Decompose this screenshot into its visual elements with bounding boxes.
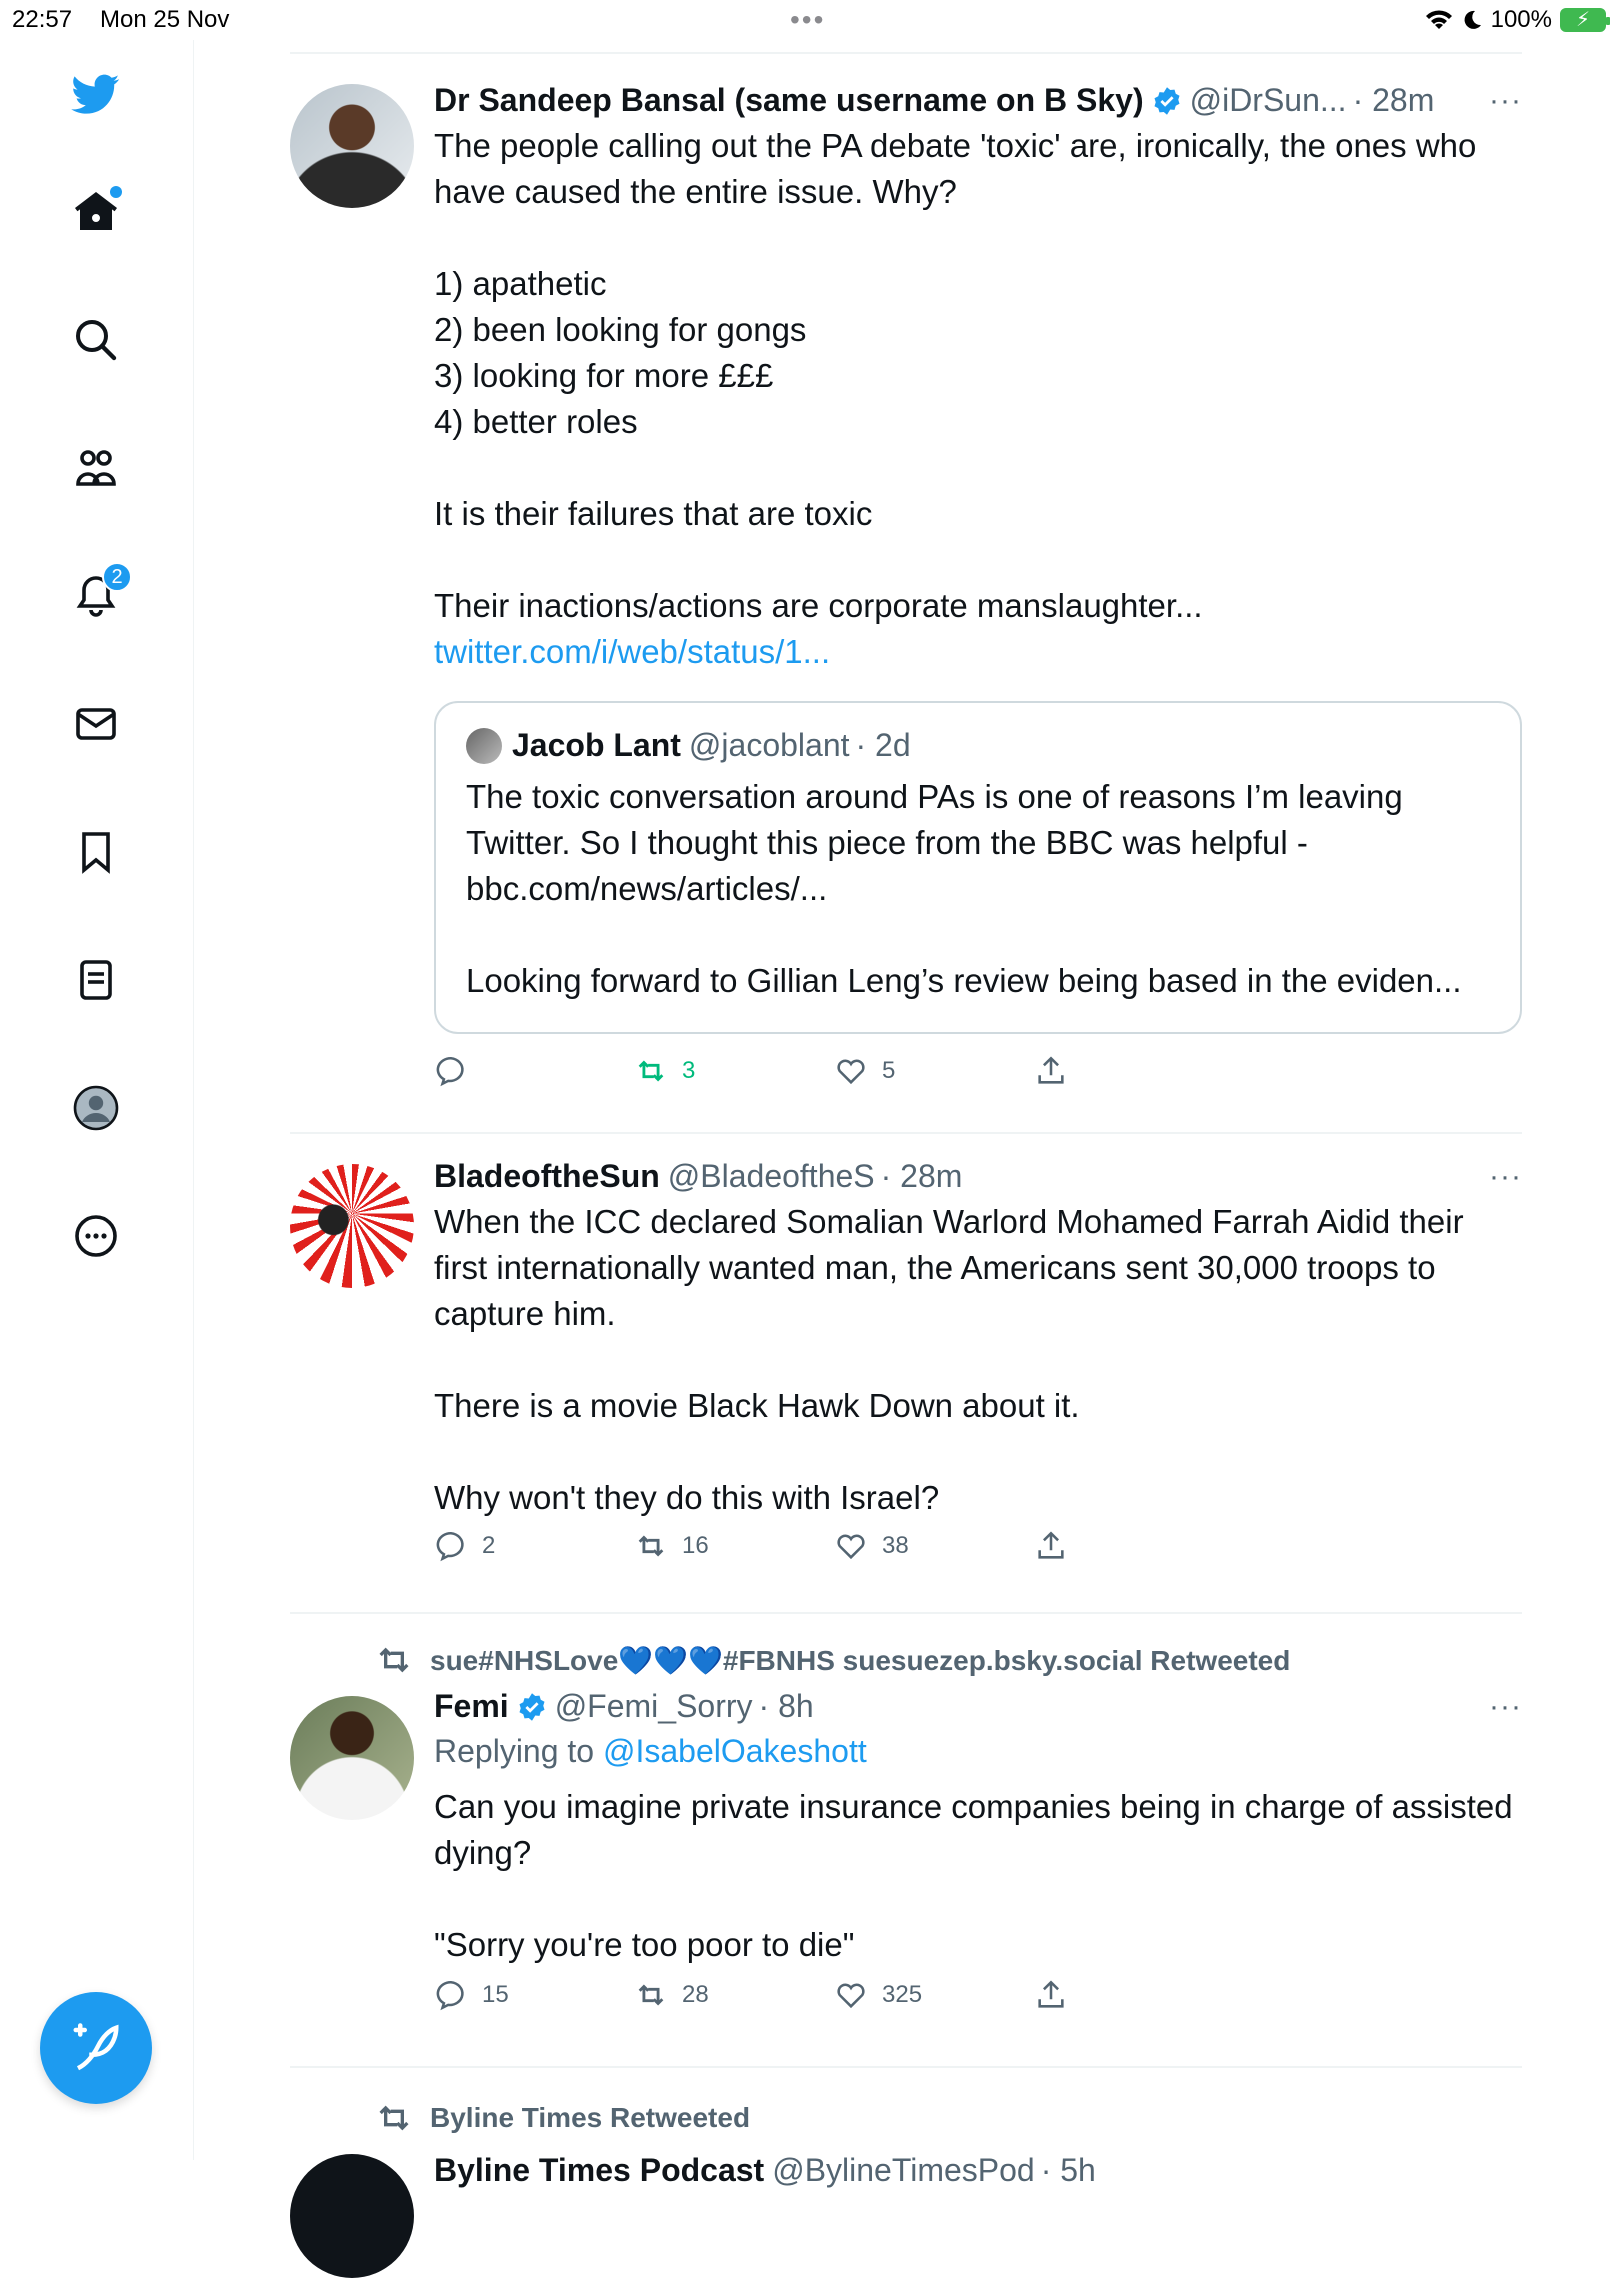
messages-icon[interactable] (64, 692, 128, 756)
reply-icon (434, 1978, 468, 2012)
tweet-header (434, 1688, 1522, 1725)
author-name[interactable]: BladeoftheSun (434, 1158, 660, 1194)
verified-badge-icon (517, 1692, 547, 1722)
retweet-count: 28 (682, 1981, 709, 2008)
replying-to (434, 1733, 1522, 1770)
like-button[interactable] (834, 1054, 1034, 1088)
more-options-icon[interactable]: ··· (1489, 83, 1522, 117)
avatar[interactable] (290, 84, 414, 208)
tweet-actions (434, 1529, 1522, 1563)
tweet-text: When the ICC declared Somalian Warlord Mohamed Farrah Aidid their first internationally wanted man, the Americans sent 30,000 troops to capture him. There is a movie Black Hawk Down about it. Why won't they do this with Israel? (434, 1203, 1464, 1516)
retweet-button[interactable] (634, 1054, 834, 1088)
quote-header (466, 727, 1490, 764)
like-button[interactable] (834, 1978, 1034, 2012)
wifi-icon (1425, 9, 1453, 31)
tweet[interactable] (290, 54, 1522, 1132)
tweet-header (434, 1158, 1522, 1195)
like-count: 325 (882, 1981, 923, 2008)
more-options-icon[interactable]: ··· (1489, 1159, 1522, 1193)
retweeted-by (374, 1640, 1522, 1680)
sidebar (0, 40, 194, 2160)
share-icon (1034, 1054, 1068, 1088)
reply-button[interactable] (434, 1978, 634, 2012)
tweet-text-content: The people calling out the PA debate 'toxic' are, ironically, the ones who have caused the entire issue. Why? 1) apathetic 2) been looking for gongs 3) looking for more £££ 4) better roles It is their failures that are toxic Their inactions/actions are corporate manslaughter... (434, 127, 1477, 624)
status-right (1425, 6, 1606, 34)
author-name[interactable]: Femi (434, 1688, 509, 1724)
tweet-header (434, 82, 1522, 119)
share-icon (1034, 1529, 1068, 1563)
share-icon (1034, 1978, 1068, 2012)
reply-icon (434, 1529, 468, 1563)
notifications-bell-icon[interactable] (64, 564, 128, 628)
tweet-time[interactable]: · 28m (880, 1158, 963, 1194)
retweet-count: 16 (682, 1532, 709, 1559)
retweet-button[interactable] (634, 1978, 834, 2012)
replying-to-handle[interactable]: @IsabelOakeshott (602, 1733, 867, 1769)
author-handle[interactable]: @BylineTimesPod (772, 2152, 1035, 2188)
avatar[interactable] (290, 2154, 414, 2278)
bookmark-icon[interactable] (64, 820, 128, 884)
replying-to-label: Replying to (434, 1733, 603, 1769)
retweeted-by-label[interactable]: sue#NHSLove💙💙💙#FBNHS suesuezep.bsky.social Retweeted (430, 1644, 1291, 1676)
retweet-icon (634, 1529, 668, 1563)
tweet[interactable] (290, 2068, 1522, 2188)
share-button[interactable] (1034, 1978, 1234, 2012)
retweeted-by-label[interactable]: Byline Times Retweeted (430, 2102, 751, 2133)
home-icon[interactable] (64, 180, 128, 244)
quote-avatar (466, 728, 502, 764)
compose-tweet-button[interactable] (40, 1992, 152, 2104)
tweet[interactable] (290, 1134, 1522, 1612)
heart-icon (834, 1978, 868, 2012)
quote-time: · 2d (855, 727, 911, 763)
twitter-logo-icon[interactable] (64, 62, 128, 126)
tweet-actions (434, 1054, 1522, 1088)
notification-count-badge: 2 (102, 562, 132, 592)
tweet-actions (434, 1978, 1522, 2012)
avatar[interactable] (290, 1696, 414, 1820)
reply-button[interactable] (434, 1054, 634, 1088)
share-button[interactable] (1034, 1529, 1234, 1563)
retweet-icon (374, 1640, 414, 1680)
heart-icon (834, 1054, 868, 1088)
battery-icon: ⚡ (1560, 8, 1606, 32)
communities-icon[interactable] (64, 436, 128, 500)
quoted-tweet[interactable] (434, 701, 1522, 1034)
author-name[interactable]: Byline Times Podcast (434, 2152, 765, 2188)
author-handle[interactable]: @Femi_Sorry (554, 1688, 753, 1724)
home-new-dot (110, 186, 122, 198)
tweet-link[interactable]: twitter.com/i/web/status/1... (434, 633, 831, 670)
avatar[interactable] (290, 1164, 414, 1288)
retweet-count: 3 (682, 1057, 696, 1084)
multitask-dots-icon[interactable]: ••• (790, 4, 826, 35)
reply-count: 15 (482, 1981, 509, 2008)
retweet-button[interactable] (634, 1529, 834, 1563)
share-button[interactable] (1034, 1054, 1234, 1088)
retweet-icon (634, 1054, 668, 1088)
tweet-text: Can you imagine private insurance companies being in charge of assisted dying? "Sorry you're too poor to die" (434, 1788, 1513, 1963)
reply-icon (434, 1054, 468, 1088)
retweet-icon (634, 1978, 668, 2012)
tweet-time[interactable]: · 28m (1352, 82, 1435, 118)
profile-avatar-icon[interactable] (64, 1076, 128, 1140)
like-count: 5 (882, 1057, 896, 1084)
more-options-icon[interactable] (64, 1204, 128, 1268)
compose-feather-icon (69, 2021, 123, 2075)
like-count: 38 (882, 1532, 909, 1559)
tweet[interactable] (290, 1614, 1522, 2066)
timeline-feed (290, 52, 1522, 2188)
tweet-header (434, 2152, 1522, 2189)
author-handle[interactable]: @iDrSun... (1189, 82, 1347, 118)
status-bar (0, 0, 1620, 40)
like-button[interactable] (834, 1529, 1034, 1563)
author-handle[interactable]: @BladeoftheS (667, 1158, 875, 1194)
status-date: Mon 25 Nov (100, 6, 230, 33)
quote-text: The toxic conversation around PAs is one of reasons I’m leaving Twitter. So I thought this piece from the BBC was helpful - bbc.com/news/articles/... Looking forward to Gillian Leng’s review being based in the eviden... (466, 778, 1462, 999)
tweet-text (434, 123, 1522, 675)
quote-author-handle: @jacoblant (688, 727, 850, 763)
heart-icon (834, 1529, 868, 1563)
search-icon[interactable] (64, 308, 128, 372)
retweeted-by (374, 2098, 1522, 2138)
lists-icon[interactable] (64, 948, 128, 1012)
reply-button[interactable] (434, 1529, 634, 1563)
moon-icon (1461, 9, 1483, 31)
quote-author-name: Jacob Lant (512, 727, 681, 763)
status-time: 22:57 (12, 6, 73, 33)
reply-count: 2 (482, 1532, 496, 1559)
verified-badge-icon (1152, 86, 1182, 116)
author-name[interactable]: Dr Sandeep Bansal (same username on B Sky) (434, 82, 1144, 118)
more-options-icon[interactable]: ··· (1489, 1689, 1522, 1723)
battery-percent: 100% (1490, 6, 1552, 33)
retweet-icon (374, 2098, 414, 2138)
tweet-time[interactable]: · 5h (1040, 2152, 1096, 2188)
tweet-time[interactable]: · 8h (758, 1688, 814, 1724)
